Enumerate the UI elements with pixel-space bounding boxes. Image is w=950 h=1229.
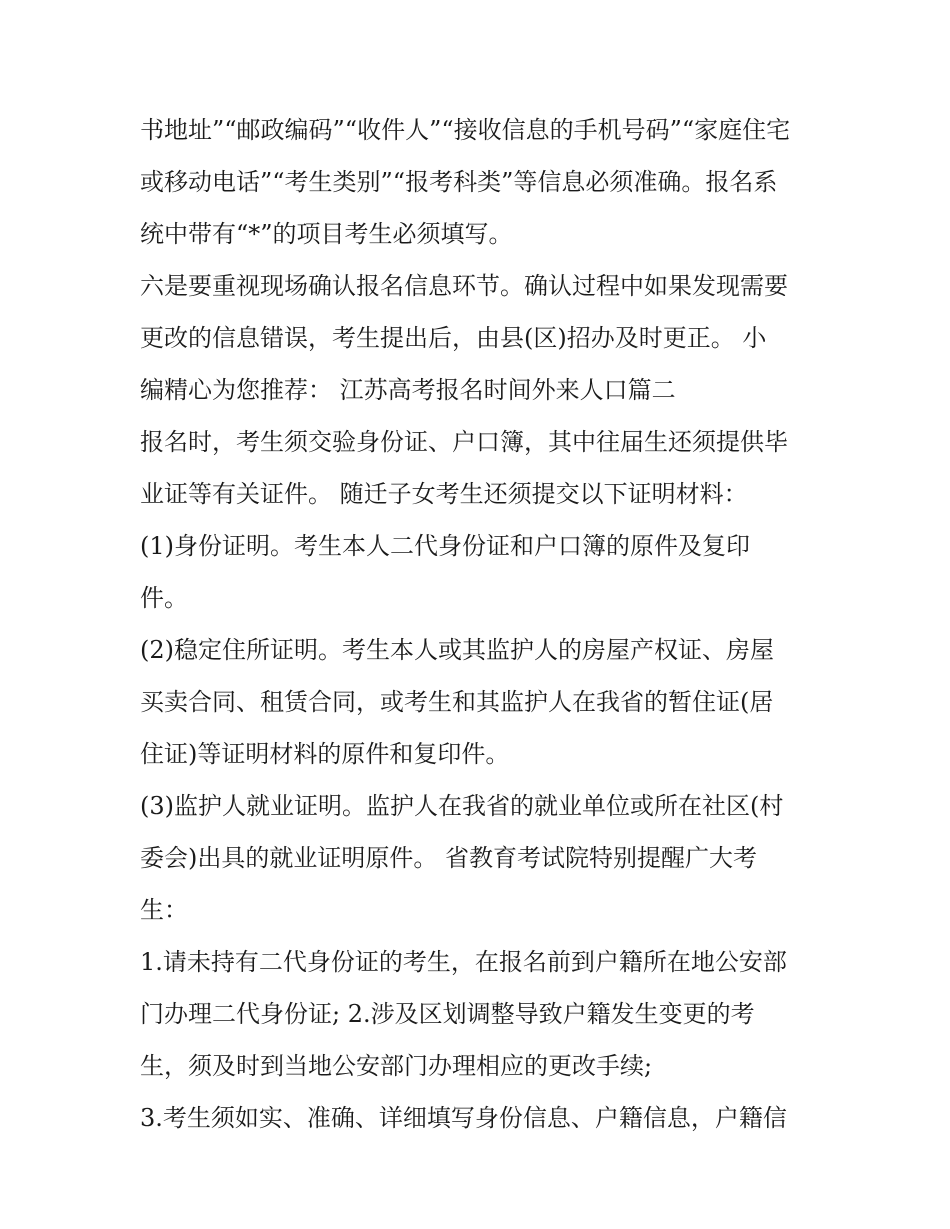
text-line: 六是要重视现场确认报名信息环节。确认过程中如果发现需要	[140, 272, 788, 300]
text-line: 统中带有“*”的项目考生必须填写。	[140, 220, 513, 248]
text-line: 或移动电话”“考生类别”“报考科类”等信息必须准确。报名系	[140, 168, 778, 196]
text-line: 更改的信息错误，考生提出后，由县(区)招办及时更正。 小	[140, 324, 767, 352]
text-line: 书地址”“邮政编码”“收件人”“接收信息的手机号码”“家庭住宅	[140, 116, 791, 144]
text-line: 3.考生须如实、准确、详细填写身份信息、户籍信息，户籍信	[140, 1104, 787, 1132]
text-line: 买卖合同、租赁合同，或考生和其监护人在我省的暂住证(居	[140, 688, 774, 716]
text-line: (3)监护人就业证明。监护人在我省的就业单位或所在社区(村	[140, 792, 784, 820]
text-line: 件。	[140, 584, 188, 612]
text-line: 住证)等证明材料的原件和复印件。	[140, 740, 510, 768]
text-line: 生，须及时到当地公安部门办理相应的更改手续;	[140, 1052, 653, 1080]
text-line: 门办理二代身份证; 2.涉及区划调整导致户籍发生变更的考	[140, 1000, 755, 1028]
text-line: 生：	[140, 896, 188, 924]
text-line: 委会)出具的就业证明原件。 省教育考试院特别提醒广大考	[140, 844, 757, 872]
text-line: (1)身份证明。考生本人二代身份证和户口簿的原件及复印	[140, 532, 750, 560]
document-body	[140, 104, 830, 1144]
text-line: 业证等有关证件。 随迁子女考生还须提交以下证明材料：	[140, 480, 748, 508]
text-line: (2)稳定住所证明。考生本人或其监护人的房屋产权证、房屋	[140, 636, 774, 664]
text-line: 编精心为您推荐： 江苏高考报名时间外来人口篇二	[140, 376, 676, 404]
text-line: 报名时，考生须交验身份证、户口簿，其中往届生还须提供毕	[140, 428, 788, 456]
text-line: 1.请未持有二代身份证的考生，在报名前到户籍所在地公安部	[140, 948, 787, 976]
